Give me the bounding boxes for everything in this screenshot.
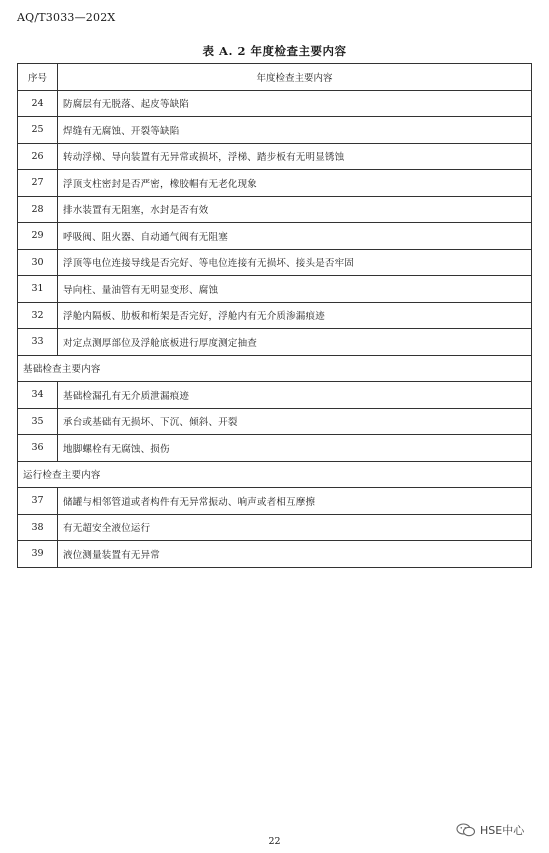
row-number: 39 [18, 541, 58, 568]
watermark-text: HSE中心 [480, 824, 525, 837]
row-content: 对定点测厚部位及浮舱底板进行厚度测定抽查 [58, 329, 532, 356]
watermark [456, 822, 524, 838]
row-number: 30 [18, 249, 58, 276]
document-code: AQ/T3033—202X [17, 11, 116, 24]
row-content: 有无超安全液位运行 [58, 514, 532, 541]
table-row [18, 196, 532, 223]
row-content: 排水装置有无阻塞，水封是否有效 [58, 196, 532, 223]
row-content: 承台或基础有无损坏、下沉、倾斜、开裂 [58, 408, 532, 435]
row-number: 28 [18, 196, 58, 223]
row-number: 27 [18, 170, 58, 197]
section-title: 运行检查主要内容 [18, 461, 532, 488]
row-number: 34 [18, 382, 58, 409]
row-content: 地脚螺栓有无腐蚀、损伤 [58, 435, 532, 462]
row-content: 防腐层有无脱落、起皮等缺陷 [58, 90, 532, 117]
table-row [18, 143, 532, 170]
table-row [18, 249, 532, 276]
row-content: 基础检漏孔有无介质泄漏痕迹 [58, 382, 532, 409]
row-content: 导向柱、量油管有无明显变形、腐蚀 [58, 276, 532, 303]
row-number: 32 [18, 302, 58, 329]
header-number: 序号 [18, 64, 58, 91]
row-number: 33 [18, 329, 58, 356]
row-number: 31 [18, 276, 58, 303]
row-number: 24 [18, 90, 58, 117]
table-row [18, 329, 532, 356]
table-row [18, 170, 532, 197]
row-content: 焊缝有无腐蚀、开裂等缺陷 [58, 117, 532, 144]
row-content: 浮顶等电位连接导线是否完好、等电位连接有无损坏、接头是否牢固 [58, 249, 532, 276]
table-row [18, 276, 532, 303]
inspection-table [17, 63, 532, 568]
table-row [18, 117, 532, 144]
row-content: 储罐与相邻管道或者构件有无异常振动、响声或者相互摩擦 [58, 488, 532, 515]
row-number: 38 [18, 514, 58, 541]
table-header-row [18, 64, 532, 91]
row-number: 37 [18, 488, 58, 515]
row-content: 液位测量装置有无异常 [58, 541, 532, 568]
section-title: 基础检查主要内容 [18, 355, 532, 382]
row-number: 25 [18, 117, 58, 144]
wechat-icon [456, 823, 476, 837]
row-content: 浮顶支柱密封是否严密，橡胶帽有无老化现象 [58, 170, 532, 197]
table-row [18, 435, 532, 462]
table-title: 表 A. 2 年度检查主要内容 [202, 44, 347, 58]
table-row [18, 488, 532, 515]
section-header-row [18, 355, 532, 382]
row-number: 26 [18, 143, 58, 170]
row-number: 35 [18, 408, 58, 435]
table-row [18, 302, 532, 329]
page-number: 22 [268, 836, 281, 847]
table-row [18, 223, 532, 250]
row-content: 呼吸阀、阻火器、自动通气阀有无阻塞 [58, 223, 532, 250]
table-row [18, 514, 532, 541]
row-number: 36 [18, 435, 58, 462]
row-content: 转动浮梯、导向装置有无异常或损坏，浮梯、踏步板有无明显锈蚀 [58, 143, 532, 170]
table-row [18, 90, 532, 117]
table-row [18, 541, 532, 568]
header-content: 年度检查主要内容 [58, 64, 532, 91]
row-content: 浮舱内隔板、肋板和桁架是否完好，浮舱内有无介质渗漏痕迹 [58, 302, 532, 329]
table-row [18, 382, 532, 409]
row-number: 29 [18, 223, 58, 250]
section-header-row [18, 461, 532, 488]
table-row [18, 408, 532, 435]
